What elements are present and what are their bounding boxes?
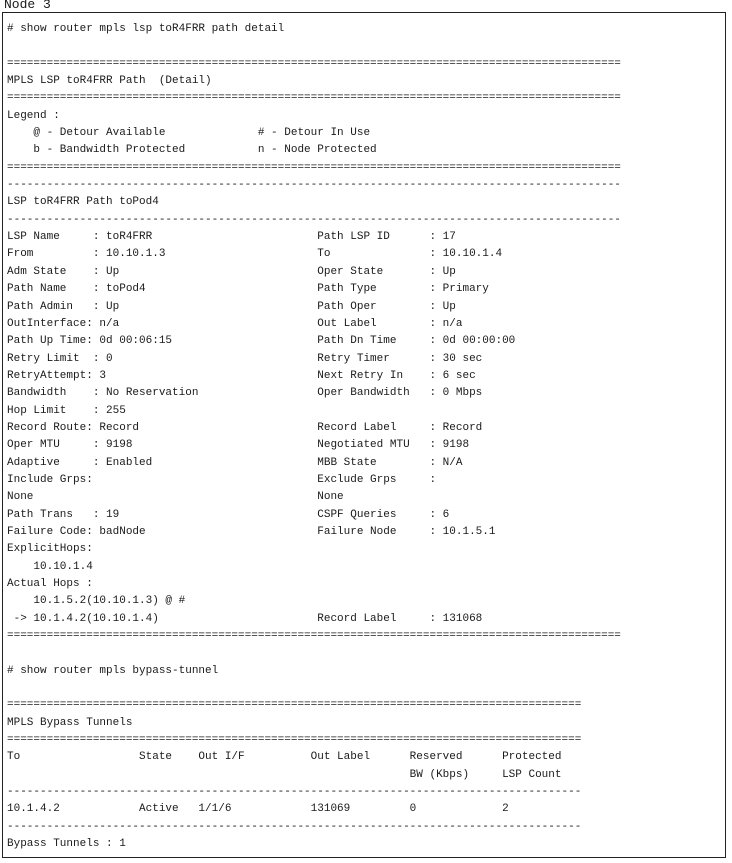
terminal-line: ======================================================================================= [7,699,582,712]
terminal-line: From : 10.10.1.3 To : 10.10.1.4 [7,248,503,261]
terminal-line: Bandwidth : No Reservation Oper Bandwidth : 0 Mbps [7,387,483,400]
terminal-line: @ - Detour Available # - Detour In Use [7,127,371,140]
terminal-line: Actual Hops : [7,578,93,590]
terminal-line: Hop Limit : 255 [7,404,126,417]
terminal-line [7,680,723,697]
terminal-line: LSP toR4FRR Path toPod4 [7,196,159,209]
terminal-line: None None [7,491,344,504]
terminal-output [7,21,723,854]
terminal-line: ======================================================================================= [7,734,582,747]
terminal-line: ============================================================================================= [7,57,621,70]
terminal-line: --------------------------------------------------------------------------------------- [7,786,582,799]
terminal-line: ============================================================================================= [7,92,621,105]
terminal-line: Path Name : toPod4 Path Type : Primary [7,283,489,296]
terminal-line: Failure Code: badNode Failure Node : 10.1.5.1 [7,525,496,538]
terminal-line: Legend : [7,109,60,122]
terminal-line: ============================================================================================= [7,630,621,643]
terminal-line: --------------------------------------------------------------------------------------- [7,820,582,833]
terminal-line: b - Bandwidth Protected n - Node Protected [7,144,377,157]
terminal-line: To State Out I/F Out Label Reserved Protected [7,751,562,764]
terminal-line: 10.1.4.2 Active 1/1/6 131069 0 2 [7,803,509,816]
terminal-line: -> 10.1.4.2(10.10.1.4) Record Label : 131068 [7,612,483,625]
terminal-line: # show router mpls lsp toR4FRR path detail [7,23,285,35]
terminal-line: Retry Limit : 0 Retry Timer : 30 sec [7,352,483,365]
terminal-window [2,12,726,858]
terminal-line: ============================================================================================= [7,161,621,174]
terminal-line: Record Route: Record Record Label : Record [7,421,483,434]
terminal-line: Adm State : Up Oper State : Up [7,265,456,278]
terminal-line: 10.1.5.2(10.10.1.3) @ # [7,595,186,608]
terminal-line: Path Trans : 19 CSPF Queries : 6 [7,508,450,521]
terminal-line: Include Grps: Exclude Grps : [7,473,437,486]
terminal-line: --------------------------------------------------------------------------------------------- [7,179,621,192]
terminal-line: OutInterface: n/a Out Label : n/a [7,317,463,330]
terminal-line: MPLS LSP toR4FRR Path (Detail) [7,75,212,88]
terminal-line [7,645,723,662]
terminal-line: Bypass Tunnels : 1 [7,838,126,851]
terminal-line: LSP Name : toR4FRR Path LSP ID : 17 [7,231,456,244]
terminal-line: ExplicitHops: [7,543,93,556]
terminal-line: # show router mpls bypass-tunnel [7,664,219,677]
terminal-line: --------------------------------------------------------------------------------------------- [7,213,621,226]
terminal-line: RetryAttempt: 3 Next Retry In : 6 sec [7,369,476,382]
terminal-line: Path Admin : Up Path Oper : Up [7,300,456,313]
terminal-line: BW (Kbps) LSP Count [7,768,562,781]
terminal-line: 10.10.1.4 [7,560,93,573]
terminal-line: Path Up Time: 0d 00:06:15 Path Dn Time : 0d 00:00:00 [7,335,516,348]
window-title: Node 3 [4,0,51,12]
terminal-line: Adaptive : Enabled MBB State : N/A [7,456,463,469]
terminal-line [7,38,723,55]
terminal-line: MPLS Bypass Tunnels [7,716,133,729]
terminal-line: Oper MTU : 9198 Negotiated MTU : 9198 [7,439,470,452]
